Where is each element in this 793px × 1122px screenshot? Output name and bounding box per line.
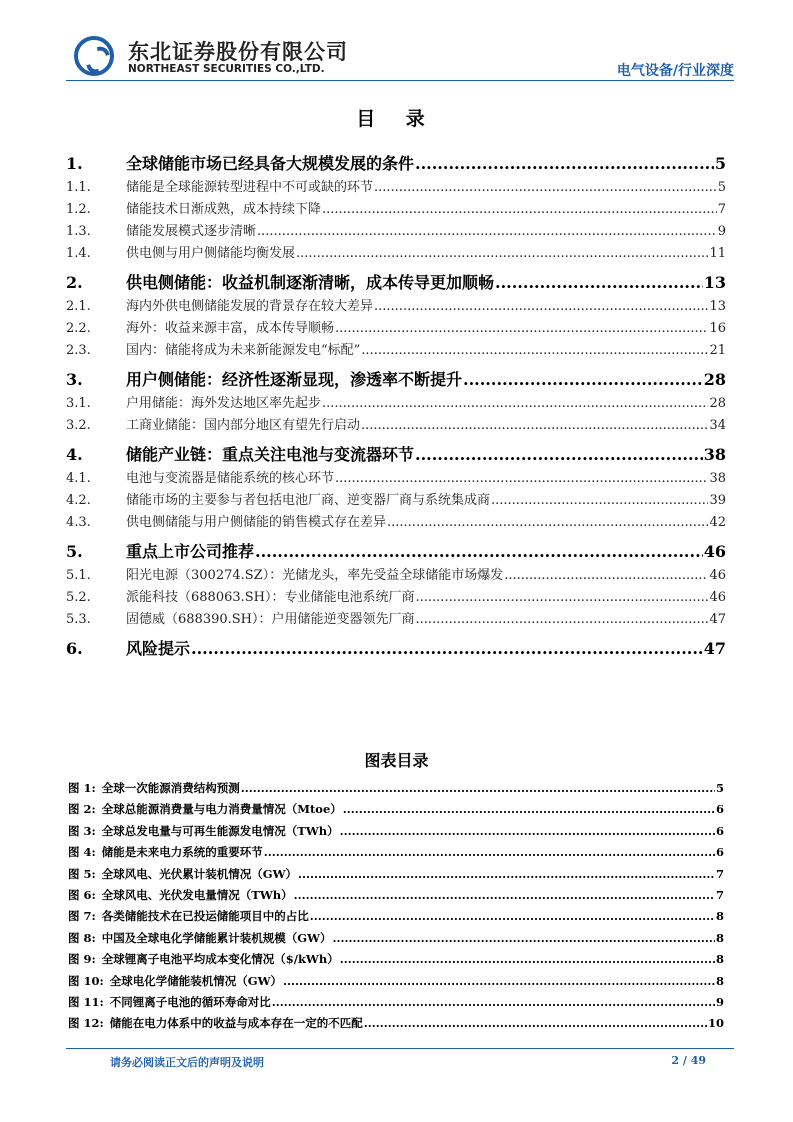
entry-page: 6 — [715, 802, 724, 817]
entry-title: 派能科技（688063.SH）：专业储能电池系统厂商 — [126, 590, 415, 605]
entry-page: 47 — [709, 612, 726, 627]
entry-title: 供电侧储能与用户侧储能的销售模式存在差异 — [126, 515, 387, 530]
company-name-cn: 东北证券股份有限公司 — [128, 40, 348, 64]
figure-entry[interactable] — [68, 930, 724, 951]
company-logo-icon — [74, 36, 114, 76]
entry-title: 储能在电力体系中的收益与成本存在一定的不匹配 — [109, 1016, 363, 1031]
entry-title: 中国及全球电化学储能累计装机规模（GW） — [101, 930, 332, 945]
figure-entry[interactable] — [68, 801, 724, 822]
table-of-contents — [66, 145, 726, 661]
entry-title: 全球一次能源消费结构预测 — [101, 781, 240, 795]
figure-entry[interactable] — [68, 780, 724, 801]
entry-title: 用户侧储能：经济性逐渐显现，渗透率不断提升 — [126, 370, 463, 389]
entry-num: 3. — [66, 370, 83, 389]
toc-title: 目 录 — [356, 108, 437, 130]
entry-page: 39 — [709, 493, 726, 508]
toc-section-entry[interactable] — [66, 539, 726, 564]
dot-leader — [335, 321, 708, 336]
entry-page: 11 — [709, 246, 726, 261]
entry-num: 图 11: — [68, 994, 104, 1009]
entry-page: 7 — [715, 887, 724, 902]
entry-num: 5.2. — [66, 590, 91, 605]
entry-page: 8 — [715, 952, 724, 967]
dot-leader — [364, 1016, 707, 1030]
entry-num: 2.1. — [66, 299, 91, 314]
entry-num: 2. — [66, 273, 83, 292]
entry-num: 3.1. — [66, 396, 91, 411]
figure-entry[interactable] — [68, 1015, 724, 1036]
figure-entry[interactable] — [68, 887, 724, 908]
entry-title: 全球风电、光伏发电量情况（TWh） — [101, 887, 293, 902]
toc-section-entry[interactable] — [66, 636, 726, 661]
entry-page: 8 — [715, 930, 724, 945]
entry-title: 海外：收益来源丰富，成本传导顺畅 — [126, 321, 335, 336]
dot-leader — [294, 888, 715, 902]
figure-entry[interactable] — [68, 844, 724, 865]
entry-num: 1.3. — [66, 224, 91, 239]
toc-subsection-entry[interactable] — [66, 489, 726, 511]
entry-page: 8 — [715, 909, 724, 924]
dot-leader — [322, 202, 717, 217]
toc-section-entry[interactable] — [66, 270, 726, 295]
entry-page: 34 — [709, 418, 726, 433]
dot-leader — [272, 995, 715, 1009]
dot-leader — [335, 471, 708, 486]
entry-title: 户用储能：海外发达地区率先起步 — [126, 396, 322, 411]
entry-num: 1.4. — [66, 246, 91, 261]
toc-subsection-entry[interactable] — [66, 586, 726, 608]
entry-title: 全球电化学储能装机情况（GW） — [109, 973, 283, 988]
entry-num: 1. — [66, 154, 83, 173]
entry-title: 储能市场的主要参与者包括电池厂商、逆变器厂商与系统集成商 — [126, 493, 491, 508]
entry-num: 图 8: — [68, 930, 96, 945]
entry-page: 5 — [715, 781, 724, 795]
dot-leader — [191, 639, 703, 658]
entry-num: 1.2. — [66, 202, 91, 217]
toc-subsection-entry[interactable] — [66, 176, 726, 198]
toc-subsection-entry[interactable] — [66, 339, 726, 361]
entry-title: 重点上市公司推荐 — [126, 542, 255, 561]
entry-title: 风险提示 — [126, 639, 191, 658]
entry-num: 6. — [66, 639, 83, 658]
entry-page: 13 — [703, 273, 726, 292]
entry-title: 工商业储能：国内部分地区有望先行启动 — [126, 418, 361, 433]
entry-title: 全球总发电量与可再生能源发电情况（TWh） — [101, 823, 339, 838]
entry-page: 13 — [709, 299, 726, 314]
entry-num: 2.2. — [66, 321, 91, 336]
toc-section-entry[interactable] — [66, 151, 726, 176]
entry-page: 7 — [715, 866, 724, 881]
entry-title: 储能是全球能源转型进程中不可或缺的环节 — [126, 180, 374, 195]
page-footer — [66, 1048, 734, 1069]
entry-page: 6 — [715, 823, 724, 838]
figure-entry[interactable] — [68, 973, 724, 994]
dot-leader — [296, 246, 708, 261]
toc-subsection-entry[interactable] — [66, 511, 726, 533]
entry-num: 图 2: — [68, 802, 96, 817]
entry-page: 46 — [709, 568, 726, 583]
toc-subsection-entry[interactable] — [66, 242, 726, 264]
dot-leader — [415, 445, 703, 464]
entry-num: 图 3: — [68, 823, 96, 838]
dot-leader — [416, 612, 709, 627]
figures-list — [68, 780, 724, 1037]
entry-title: 储能产业链：重点关注电池与变流器环节 — [126, 445, 415, 464]
entry-page: 6 — [715, 845, 724, 860]
entry-num: 4.2. — [66, 493, 91, 508]
dot-leader — [343, 802, 715, 816]
entry-page: 9 — [715, 994, 724, 1009]
entry-page: 16 — [709, 321, 726, 336]
entry-title: 国内：储能将成为未来新能源发电“标配” — [126, 343, 361, 358]
page-header — [66, 34, 734, 81]
dot-leader — [255, 542, 703, 561]
figure-entry[interactable] — [68, 994, 724, 1015]
entry-num: 4. — [66, 445, 83, 464]
entry-num: 图 9: — [68, 952, 96, 967]
company-name-en: NORTHEAST SECURITIES CO.,LTD. — [128, 63, 325, 75]
dot-leader — [374, 299, 708, 314]
entry-title: 不同锂离子电池的循环寿命对比 — [109, 994, 271, 1009]
dot-leader — [361, 343, 708, 358]
dot-leader — [491, 493, 708, 508]
entry-num: 5.3. — [66, 612, 91, 627]
entry-page: 46 — [703, 542, 726, 561]
toc-subsection-entry[interactable] — [66, 220, 726, 242]
dot-leader — [415, 154, 714, 173]
entry-page: 28 — [703, 370, 726, 389]
toc-subsection-entry[interactable] — [66, 564, 726, 586]
entry-page: 42 — [709, 515, 726, 530]
dot-leader — [322, 396, 708, 411]
entry-page: 21 — [709, 343, 726, 358]
entry-num: 4.1. — [66, 471, 91, 486]
dot-leader — [495, 273, 703, 292]
dot-leader — [257, 224, 717, 239]
dot-leader — [298, 867, 715, 881]
entry-num: 5. — [66, 542, 83, 561]
dot-leader — [504, 568, 708, 583]
entry-page: 7 — [717, 202, 726, 217]
page-number: 2 / 49 — [671, 1054, 706, 1067]
dot-leader — [374, 180, 717, 195]
toc-subsection-entry[interactable] — [66, 295, 726, 317]
dot-leader — [416, 590, 709, 605]
toc-section-entry[interactable] — [66, 367, 726, 392]
entry-title: 储能发展模式逐步清晰 — [126, 224, 257, 239]
entry-title: 各类储能技术在已投运储能项目中的占比 — [101, 909, 309, 924]
entry-title: 储能技术日渐成熟，成本持续下降 — [126, 202, 322, 217]
disclaimer-note: 请务必阅读正文后的声明及说明 — [110, 1056, 264, 1069]
entry-page: 46 — [709, 590, 726, 605]
dot-leader — [310, 909, 715, 923]
entry-page: 10 — [707, 1016, 724, 1031]
dot-leader — [340, 824, 715, 838]
figures-title: 图表目录 — [364, 751, 429, 770]
toc-subsection-entry[interactable] — [66, 608, 726, 630]
entry-page: 28 — [709, 396, 726, 411]
entry-page: 8 — [715, 973, 724, 988]
toc-section-entry[interactable] — [66, 442, 726, 467]
entry-title: 供电侧与用户侧储能均衡发展 — [126, 246, 296, 261]
entry-num: 5.1. — [66, 568, 91, 583]
entry-page: 9 — [717, 224, 726, 239]
dot-leader — [241, 781, 715, 795]
entry-title: 全球总能源消费量与电力消费量情况（Mtoe） — [101, 802, 342, 817]
entry-num: 图 1: — [68, 781, 96, 795]
entry-page: 5 — [717, 180, 726, 195]
entry-title: 全球储能市场已经具备大规模发展的条件 — [126, 154, 415, 173]
entry-title: 海内外供电侧储能发展的背景存在较大差异 — [126, 299, 374, 314]
entry-title: 阳光电源（300274.SZ）：光储龙头，率先受益全球储能市场爆发 — [126, 568, 504, 583]
entry-num: 图 12: — [68, 1016, 104, 1031]
entry-title: 储能是未来电力系统的重要环节 — [101, 845, 263, 860]
report-type: 电气设备/行业深度 — [616, 63, 734, 79]
toc-subsection-entry[interactable] — [66, 317, 726, 339]
figure-entry[interactable] — [68, 823, 724, 844]
dot-leader — [463, 370, 703, 389]
toc-subsection-entry[interactable] — [66, 392, 726, 414]
figure-entry[interactable] — [68, 951, 724, 972]
toc-subsection-entry[interactable] — [66, 198, 726, 220]
entry-num: 图 6: — [68, 887, 96, 902]
entry-num: 图 7: — [68, 909, 96, 924]
entry-title: 全球锂离子电池平均成本变化情况（$/kWh） — [101, 952, 339, 967]
toc-subsection-entry[interactable] — [66, 414, 726, 436]
entry-num: 图 4: — [68, 845, 96, 860]
entry-title: 电池与变流器是储能系统的核心环节 — [126, 471, 335, 486]
entry-page: 5 — [714, 154, 726, 173]
dot-leader — [264, 845, 715, 859]
entry-title: 固德威（688390.SH）：户用储能逆变器领先厂商 — [126, 612, 415, 627]
entry-page: 38 — [703, 445, 726, 464]
figure-entry[interactable] — [68, 908, 724, 929]
dot-leader — [340, 952, 715, 966]
dot-leader — [333, 931, 715, 945]
figure-entry[interactable] — [68, 866, 724, 887]
entry-page: 47 — [703, 639, 726, 658]
entry-num: 1.1. — [66, 180, 91, 195]
entry-num: 3.2. — [66, 418, 91, 433]
entry-title: 全球风电、光伏累计装机情况（GW） — [101, 866, 297, 881]
dot-leader — [387, 515, 708, 530]
entry-page: 38 — [709, 471, 726, 486]
toc-subsection-entry[interactable] — [66, 467, 726, 489]
entry-title: 供电侧储能：收益机制逐渐清晰，成本传导更加顺畅 — [126, 273, 495, 292]
dot-leader — [361, 418, 708, 433]
entry-num: 2.3. — [66, 343, 91, 358]
entry-num: 图 10: — [68, 973, 104, 988]
entry-num: 图 5: — [68, 866, 96, 881]
dot-leader — [283, 974, 715, 988]
entry-num: 4.3. — [66, 515, 91, 530]
